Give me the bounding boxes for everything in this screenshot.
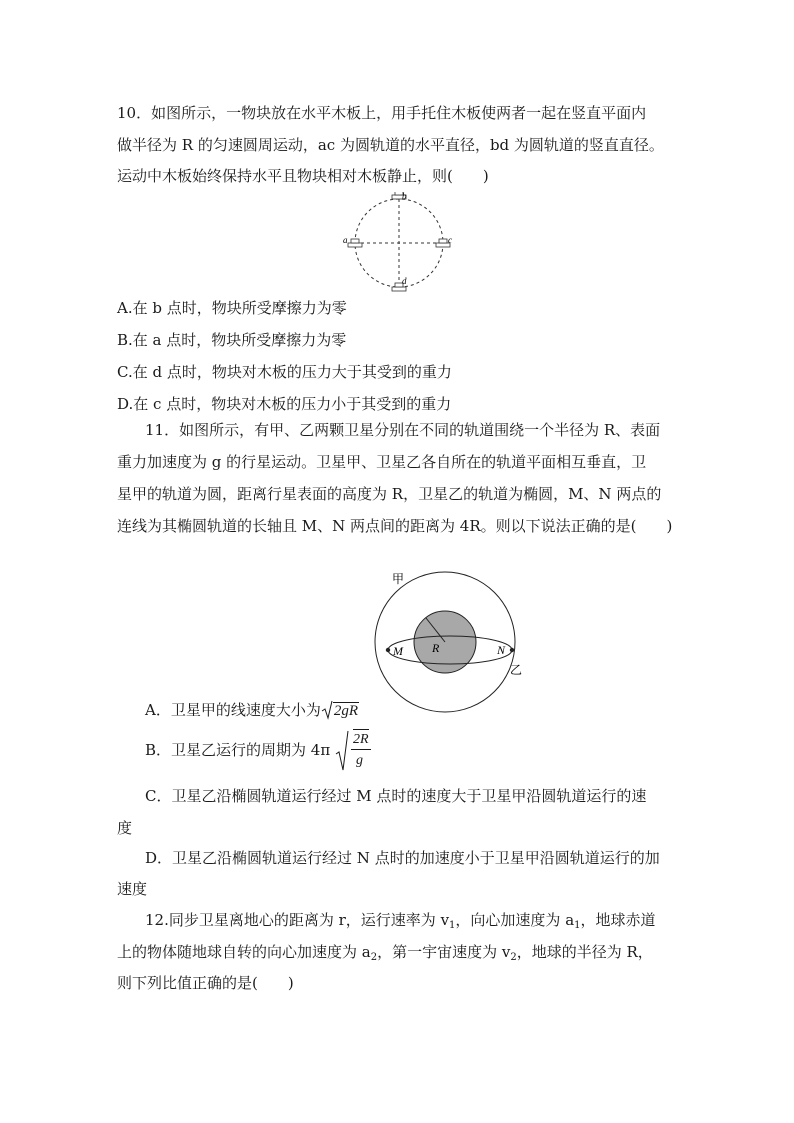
q11-option-c-line-2: 度 (117, 819, 133, 837)
q11-option-d-line-2: 速度 (117, 880, 148, 898)
q12-line-2 (117, 942, 653, 962)
label-N: N (497, 643, 506, 657)
q12-line1-mid: ，向心加速度为 a (455, 911, 575, 929)
label-b: b (402, 192, 407, 201)
sqrt-sign-icon (321, 700, 333, 720)
sqrt-sign-icon-b (335, 730, 349, 772)
label-c: c (448, 235, 452, 245)
q11-option-a-formula: 2gR (333, 703, 359, 719)
q11-option-c-line-1: C．卫星乙沿椭圆轨道运行经过 M 点时的速度大于卫星甲沿圆轨道运行的速 (145, 787, 647, 805)
q10-line-3: 运动中木板始终保持水平且物块相对木板静止，则( ) (117, 167, 489, 185)
sub-a2: 2 (370, 952, 378, 963)
point-N (510, 648, 514, 652)
q11-option-b-text: B．卫星乙运行的周期为 4π (145, 741, 331, 759)
q10-line-2: 做半径为 R 的匀速圆周运动，ac 为圆轨道的水平直径，bd 为圆轨道的竖直直径。 (117, 136, 664, 154)
q12-line-1 (145, 910, 656, 930)
q10-option-b: B.在 a 点时，物块所受摩擦力为零 (117, 331, 347, 349)
q11-satellite-orbit-figure (370, 570, 530, 720)
point-M (386, 648, 390, 652)
fraction-bar (351, 749, 371, 750)
label-yi: 乙 (510, 663, 523, 677)
q11-option-a (145, 700, 359, 721)
q10-line-1: 10．如图所示，一物块放在水平木板上，用手托住木板使两者一起在竖直平面内 (117, 104, 647, 122)
q10-option-d: D.在 c 点时，物块对木板的压力小于其受到的重力 (117, 395, 452, 413)
q12-line2-mid: ，第一宇宙速度为 v (377, 943, 511, 961)
sub-v2: 2 (510, 952, 517, 963)
label-a: a (343, 235, 348, 245)
label-jia: 甲 (392, 572, 405, 586)
q12-line1-suffix: ，地球赤道 (580, 911, 656, 929)
q11-line-2: 重力加速度为 g 的行星运动。卫星甲、卫星乙各自所在的轨道平面相互垂直，卫 (117, 453, 647, 471)
q11-option-a-text: A．卫星甲的线速度大小为 (145, 701, 321, 719)
q11-option-b (145, 732, 375, 780)
q12-line1-prefix: 12.同步卫星离地心的距离为 r，运行速率为 v (145, 911, 450, 929)
q11-line-4: 连线为其椭圆轨道的长轴且 M、N 两点间的距离为 4R。则以下说法正确的是( ) (117, 517, 673, 535)
q11-option-b-numerator: 2R (353, 729, 369, 750)
label-M: M (393, 644, 403, 658)
q11-line-1: 11．如图所示，有甲、乙两颗卫星分别在不同的轨道围绕一个半径为 R、表面 (145, 421, 661, 439)
sub-a1: 1 (574, 920, 581, 931)
q12-line2-suffix: ，地球的半径为 R， (516, 943, 653, 961)
label-d: d (402, 276, 407, 286)
q11-option-b-denominator: g (355, 753, 363, 768)
q10-circular-motion-figure (342, 192, 458, 294)
q12-line-3: 则下列比值正确的是( ) (117, 974, 294, 992)
q10-option-a: A.在 b 点时，物块所受摩擦力为零 (117, 299, 347, 317)
q11-option-d-line-1: D．卫星乙沿椭圆轨道运行经过 N 点时的加速度小于卫星甲沿圆轨道运行的加 (145, 849, 660, 867)
sub-v1: 1 (449, 920, 456, 931)
q12-line2-prefix: 上的物体随地球自转的向心加速度为 a (117, 943, 371, 961)
q10-option-c: C.在 d 点时，物块对木板的压力大于其受到的重力 (117, 363, 452, 381)
label-R: R (432, 641, 440, 655)
q11-line-3: 星甲的轨道为圆，距离行星表面的高度为 R，卫星乙的轨道为椭圆，M、N 两点的 (117, 485, 662, 503)
